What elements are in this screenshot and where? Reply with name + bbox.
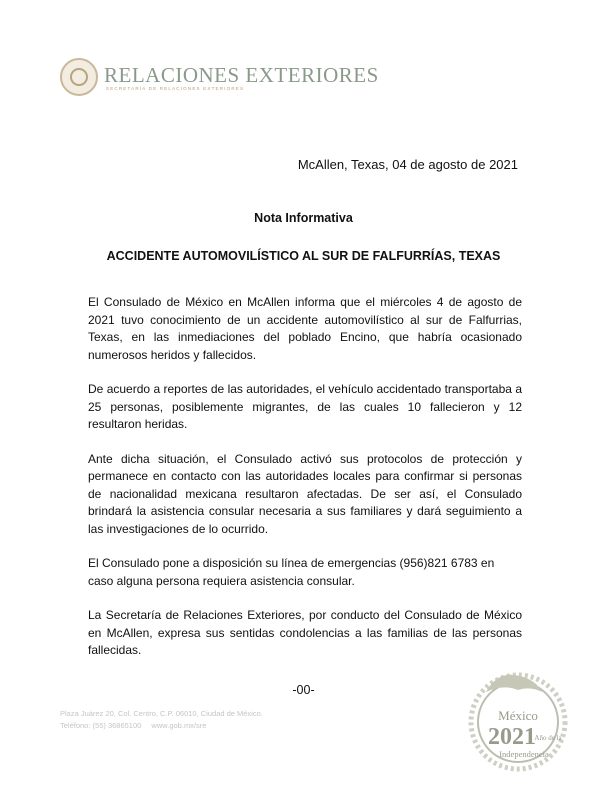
date-line: McAllen, Texas, 04 de agosto de 2021 bbox=[297, 157, 518, 172]
logo-line1: Año de la bbox=[534, 734, 562, 742]
logo-year: 2021 bbox=[488, 724, 536, 750]
paragraph-5: La Secretaría de Relaciones Exteriores, por conducto del Consulado de México en McAllen, expresa sus sentidas condolencias a las familias de las personas fallecidas. bbox=[88, 608, 522, 657]
org-subtitle: SECRETARÍA DE RELACIONES EXTERIORES bbox=[106, 85, 245, 91]
closing-mark: -00- bbox=[292, 683, 315, 697]
document-type: Nota Informativa bbox=[254, 211, 353, 225]
paragraph-4: El Consulado pone a disposición su línea de emergencias (956)821 6783 en caso alguna persona requiera asistencia consular. bbox=[88, 556, 495, 588]
footer-phone: Teléfono: (55) 36865100 bbox=[60, 721, 142, 730]
logo-line2: Independencia bbox=[499, 749, 549, 759]
paragraph-2: De acuerdo a reportes de las autoridades, el vehículo accidentado transportaba a 25 personas, posiblemente migrantes, de las cuales 10 fallecieron y 12 resultaron heridas. bbox=[88, 382, 522, 431]
paragraph-1: El Consulado de México en McAllen informa que el miércoles 4 de agosto de 2021 tuvo conocimiento de un accidente automovilístico al sur de Falfurrias, Texas, en las inmediaciones del poblado Encino, que habría ocasionado numerosos heridos y fallecidos. bbox=[88, 295, 522, 362]
document-body bbox=[88, 294, 522, 677]
org-block bbox=[104, 64, 379, 91]
footer-address: Plaza Juárez 20, Col. Centro, C.P. 06010, Ciudad de México. bbox=[60, 709, 263, 718]
coat-of-arms-icon bbox=[60, 58, 98, 96]
footer-website: www.gob.mx/sre bbox=[151, 721, 207, 730]
logo-country: México bbox=[498, 708, 538, 723]
document-title: ACCIDENTE AUTOMOVILÍSTICO AL SUR DE FALFURRÍAS, TEXAS bbox=[106, 249, 501, 263]
letterhead bbox=[60, 58, 379, 96]
mexico-2021-logo bbox=[468, 662, 568, 774]
org-name: RELACIONES EXTERIORES bbox=[104, 62, 379, 87]
footer bbox=[60, 708, 263, 732]
paragraph-3: Ante dicha situación, el Consulado activó sus protocolos de protección y permanece en contacto con las autoridades locales para confirmar si personas de nacionalidad mexicana resultaron afectadas. De ser así, el Consulado brindará la asistencia consular necesaria a sus familiares y dará seguimiento a las investigaciones de lo ocurrido. bbox=[88, 451, 522, 536]
